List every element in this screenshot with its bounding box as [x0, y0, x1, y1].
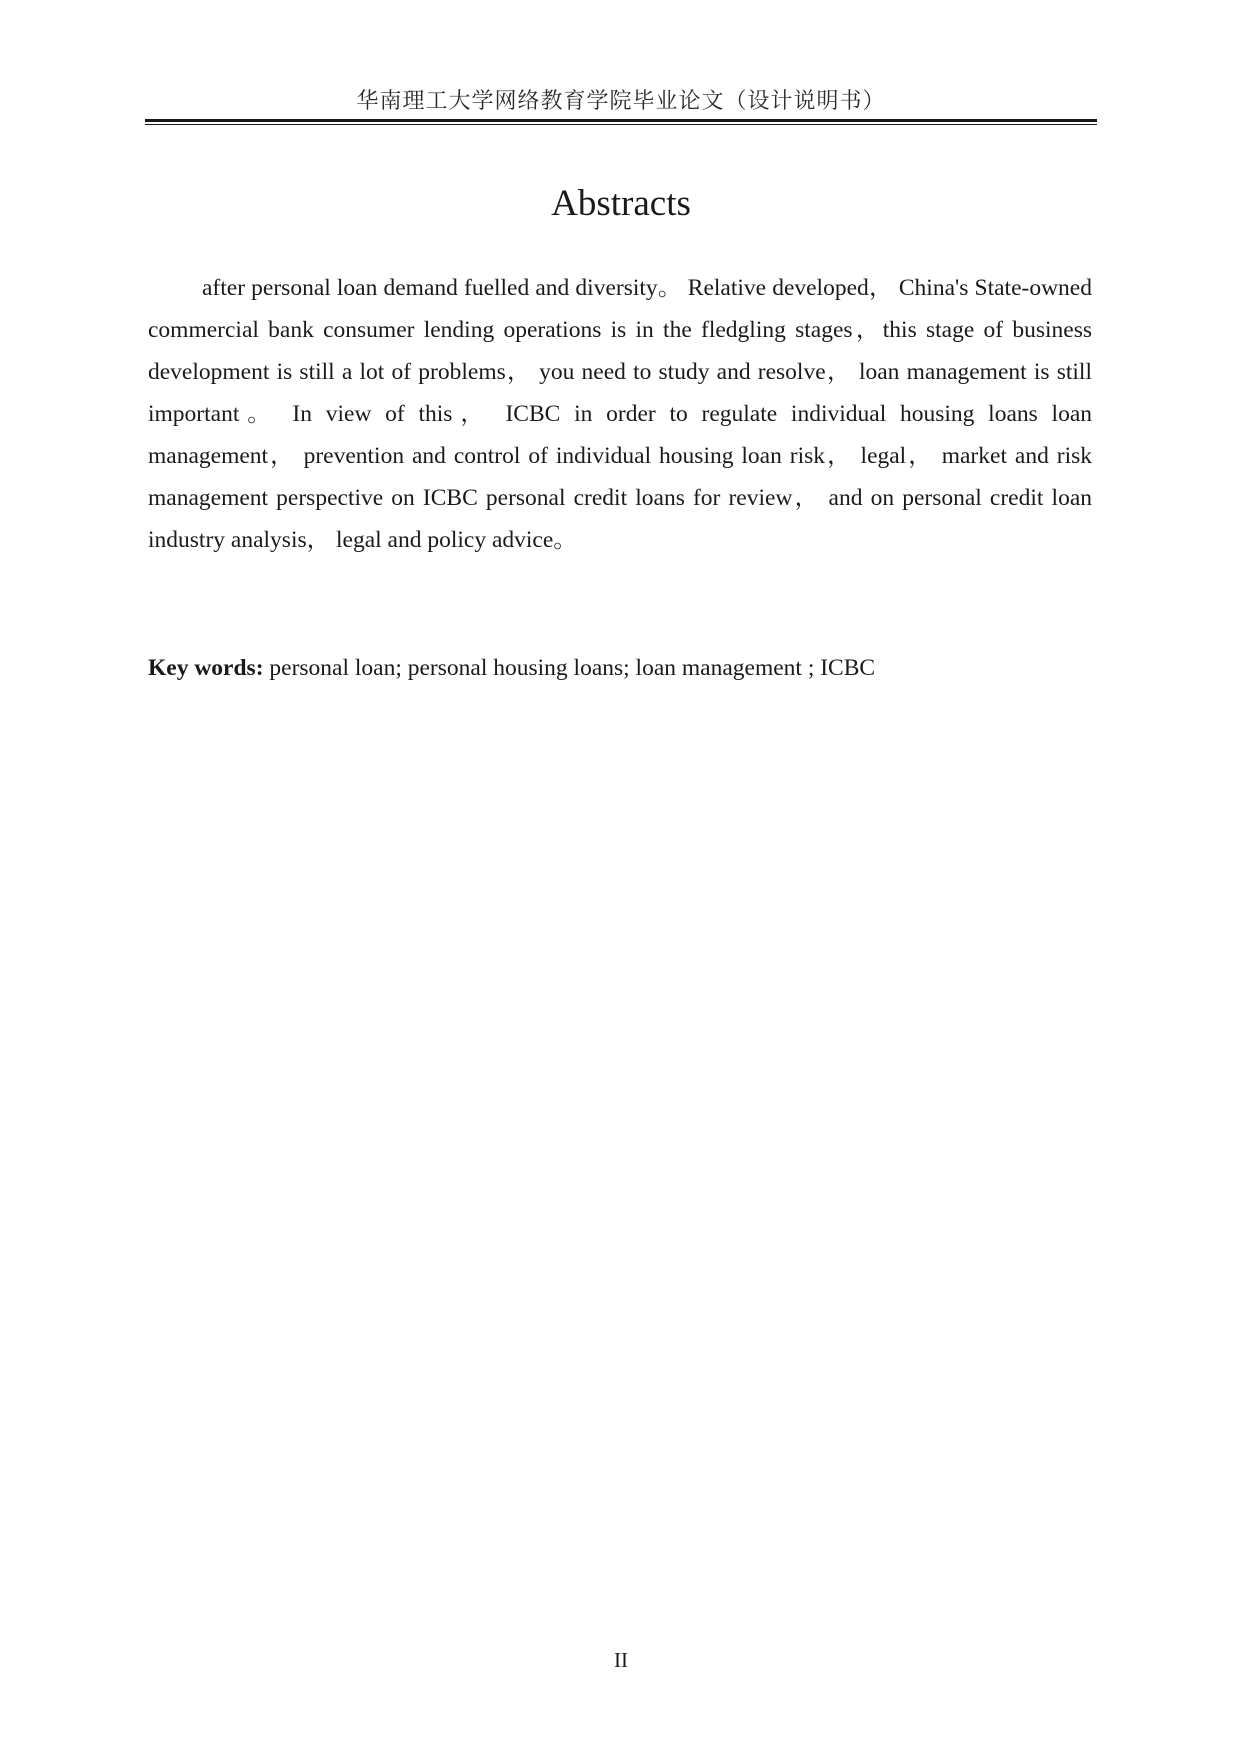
keywords-text: personal loan; personal housing loans; loan management ; ICBC: [263, 655, 876, 681]
abstract-paragraph: after personal loan demand fuelled and diversity。 Relative developed， China's State-owned commercial bank consumer lending operations is in the fledgling stages，this stage of business development is still a lot of problems， you need to study and resolve， loan management is still important。 In view of this， ICBC in order to regulate individual housing loans loan management， prevention and control of individual housing loan risk， legal， market and risk management perspective on ICBC personal credit loans for review， and on personal credit loan industry analysis， legal and policy advice。: [148, 275, 1092, 553]
page-title: Abstracts: [551, 183, 691, 224]
keywords-label: Key words:: [148, 655, 264, 681]
page-number: II: [614, 1648, 628, 1672]
header-rule-thin: [145, 124, 1097, 125]
running-header: 华南理工大学网络教育学院毕业论文（设计说明书）: [356, 89, 886, 114]
header-rule-thick: [145, 119, 1097, 122]
keywords-line: [148, 647, 1092, 689]
